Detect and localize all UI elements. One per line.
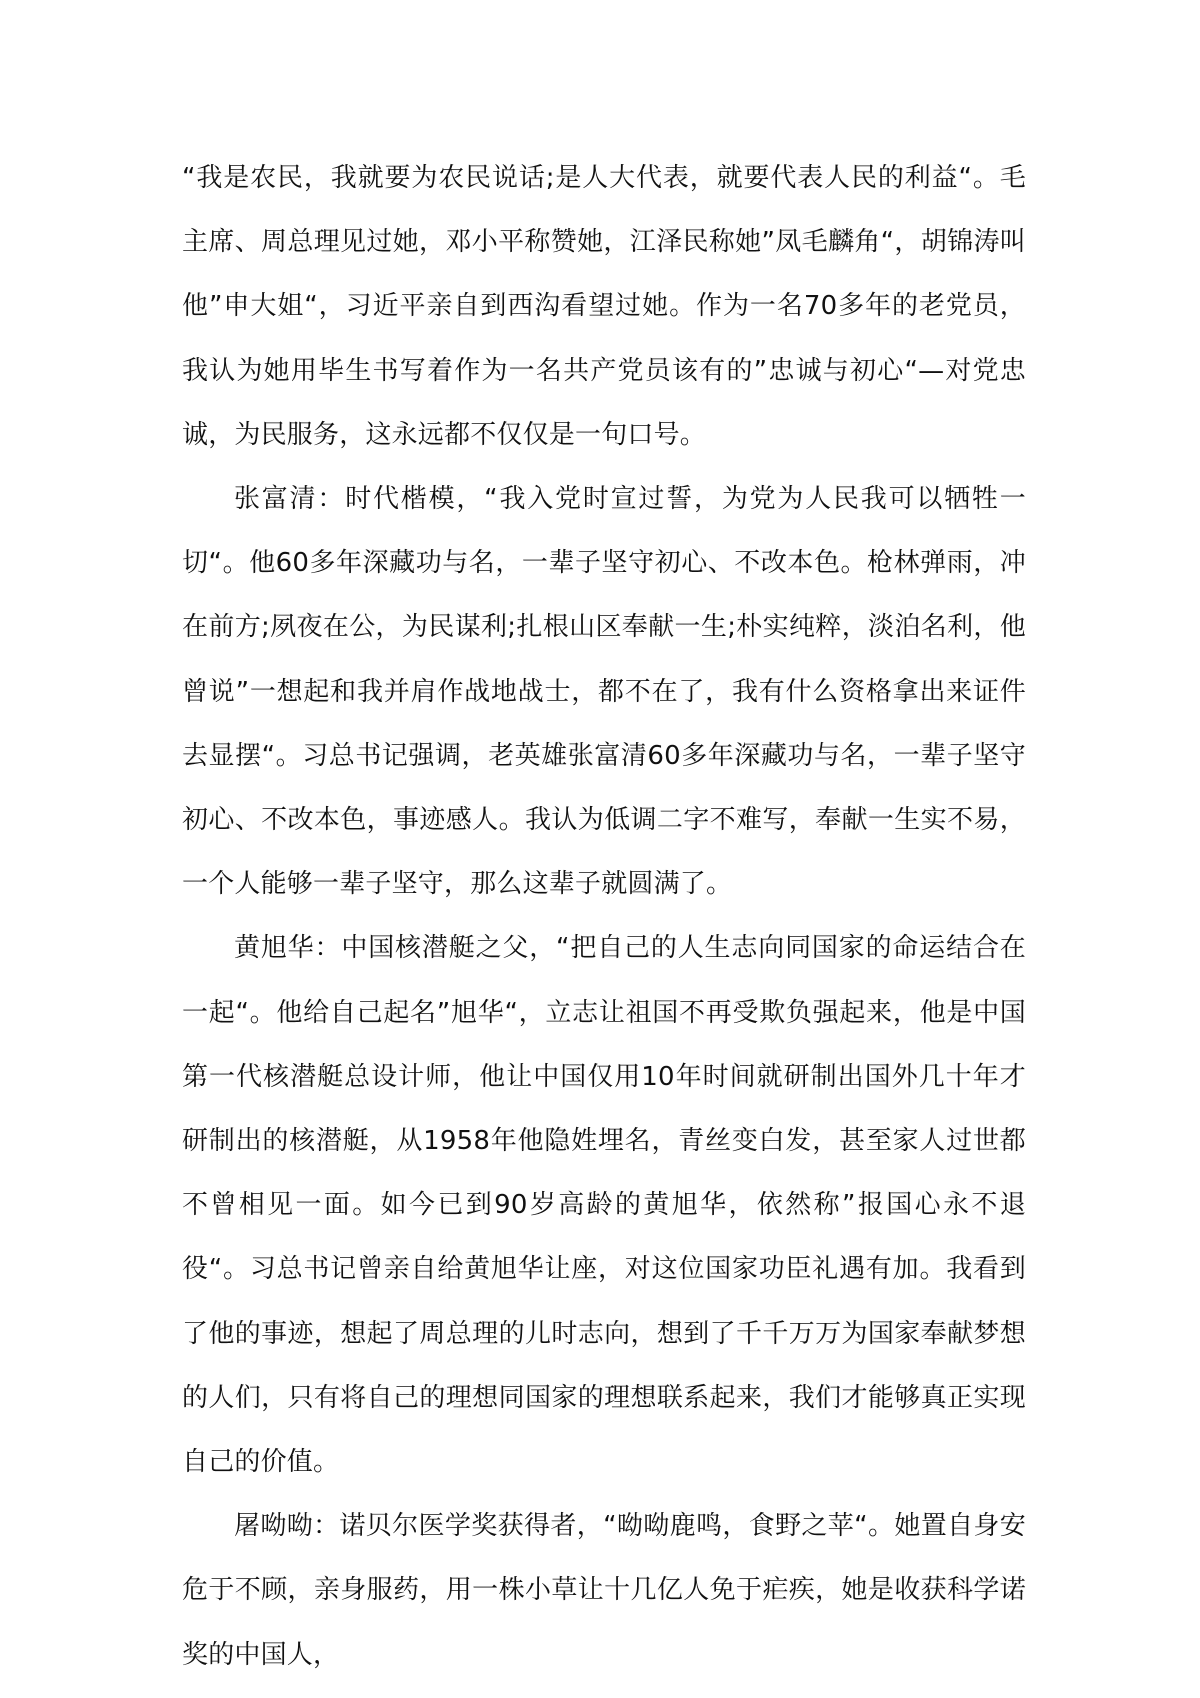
paragraph-tu-youyou: 屠呦呦：诺贝尔医学奖获得者，“呦呦鹿鸣，食野之苹“。她置自身安危于不顾，亲身服药，用一株小草让十几亿人免于疟疾，她是收获科学诺奖的中国人， <box>182 1511 1026 1670</box>
document-body <box>182 146 1026 1687</box>
paragraph-zhang-fuqing: 张富清：时代楷模，“我入党时宣过誓，为党为人民我可以牺牲一切“。他60多年深藏功与名，一辈子坚守初心、不改本色。枪林弹雨，冲在前方;夙夜在公，为民谋利;扎根山区奉献一生;朴实纯粹，淡泊名利，他曾说”一想起和我并肩作战地战士，都不在了，我有什么资格拿出来证件去显摆“。习总书记强调，老英雄张富清60多年深藏功与名，一辈子坚守初心、不改本色，事迹感人。我认为低调二字不难写，奉献一生实不易，一个人能够一辈子坚守，那么这辈子就圆满了。 <box>182 484 1026 900</box>
paragraph-shen-jilan: “我是农民，我就要为农民说话;是人大代表，就要代表人民的利益“。毛主席、周总理见过她，邓小平称赞她，江泽民称她”凤毛麟角“，胡锦涛叫他”申大姐“，习近平亲自到西沟看望过她。作为一名70多年的老党员，我认为她用毕生书写着作为一名共产党员该有的”忠诚与初心“—对党忠诚，为民服务，这永远都不仅仅是一句口号。 <box>182 163 1026 450</box>
paragraph-huang-xuhua: 黄旭华：中国核潜艇之父，“把自己的人生志向同国家的命运结合在一起“。他给自己起名”旭华“，立志让祖国不再受欺负强起来，他是中国第一代核潜艇总设计师，他让中国仅用10年时间就研制出国外几十年才研制出的核潜艇，从1958年他隐姓埋名，青丝变白发，甚至家人过世都不曾相见一面。如今已到90岁高龄的黄旭华，依然称”报国心永不退役“。习总书记曾亲自给黄旭华让座，对这位国家功臣礼遇有加。我看到了他的事迹，想起了周总理的儿时志向，想到了千千万万为国家奉献梦想的人们，只有将自己的理想同国家的理想联系起来，我们才能够真正实现自己的价值。 <box>182 933 1026 1478</box>
